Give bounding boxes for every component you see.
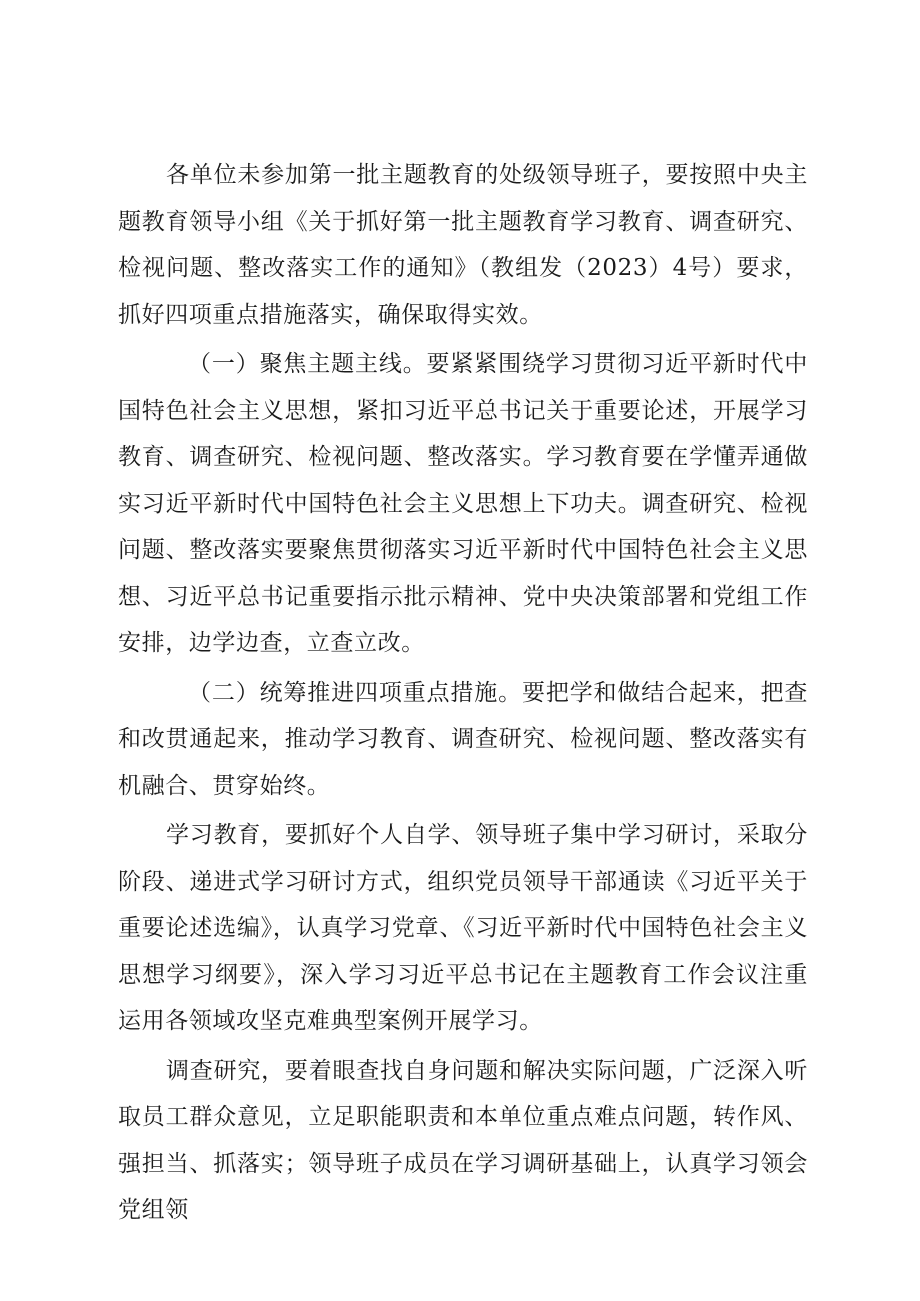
document-body [118,152,808,1234]
paragraph-section-1-focus-theme: （一）聚焦主题主线。要紧紧围绕学习贯彻习近平新时代中国特色社会主义思想，紧扣习近平总书记关于重要论述，开展学习教育、调查研究、检视问题、整改落实。学习教育要在学懂弄通做实习近平新时代中国特色社会主义思想上下功夫。调查研究、检视问题、整改落实要聚焦贯彻落实习近平新时代中国特色社会主义思想、习近平总书记重要指示批示精神、党中央决策部署和党组工作安排，边学边查，立查立改。 [118,351,808,656]
paragraph-section-2-key-measures: （二）统筹推进四项重点措施。要把学和做结合起来，把查和改贯通起来，推动学习教育、调查研究、检视问题、整改落实有机融合、贯穿始终。 [118,679,808,799]
paragraph-investigation-research: 调查研究，要着眼查找自身问题和解决实际问题，广泛深入听取员工群众意见，立足职能职责和本单位重点难点问题，转作风、强担当、抓落实；领导班子成员在学习调研基础上，认真学习领会党组领 [118,1057,808,1223]
paragraph-study-education: 学习教育，要抓好个人自学、领导班子集中学习研讨，采取分阶段、递进式学习研讨方式，组织党员领导干部通读《习近平关于重要论述选编》，认真学习党章、《习近平新时代中国特色社会主义思想学习纲要》，深入学习习近平总书记在主题教育工作会议注重运用各领域攻坚克难典型案例开展学习。 [118,822,808,1034]
paragraph-intro: 各单位未参加第一批主题教育的处级领导班子，要按照中央主题教育领导小组《关于抓好第一批主题教育学习教育、调查研究、检视问题、整改落实工作的通知》（教组发（2023）4号）要求，抓好四项重点措施落实，确保取得实效。 [118,162,808,328]
